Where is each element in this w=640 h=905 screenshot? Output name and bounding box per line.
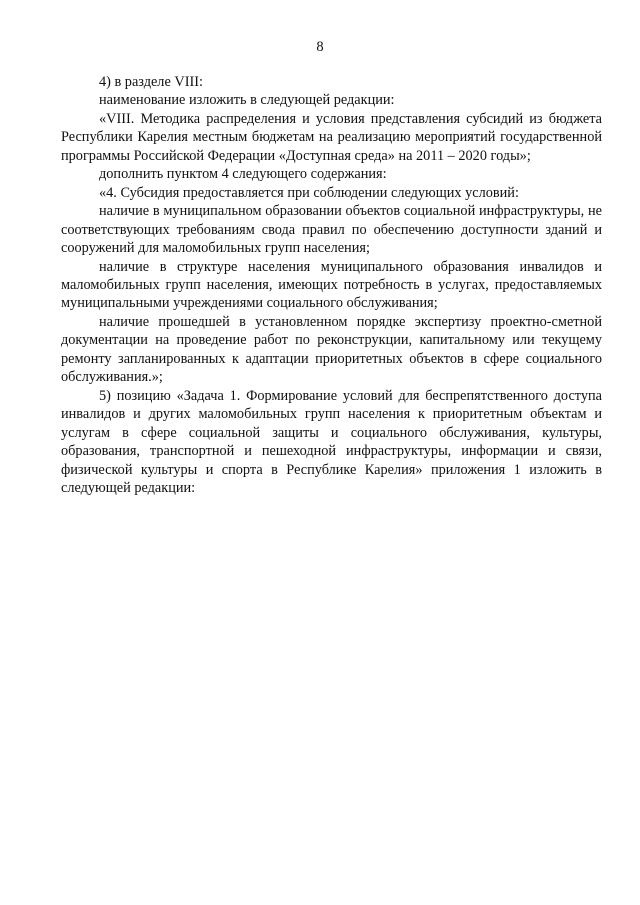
paragraph-condition-infrastructure: наличие в муниципальном образовании объектов социальной инфраструктуры, не соответствующих требованиям свода правил по обеспечению доступности зданий и сооружений для маломобильных групп населения; <box>61 203 602 257</box>
paragraph-condition-population: наличие в структуре населения муниципального образования инвалидов и маломобильных групп населения, имеющих потребность в услугах, предоставляемых муниципальными учреждениями социального обслуживания; <box>61 258 602 312</box>
paragraph-section-viii: 4) в разделе VIII: <box>99 74 203 90</box>
paragraph-title-instruction: наименование изложить в следующей редакции: <box>99 92 395 109</box>
paragraph-condition-documentation: наличие прошедшей в установленном порядке экспертизу проектно-сметной документации на проведение работ по реконструкции, капитальному или текущему ремонту запланированных к адаптации приоритетных объектов в сфере социального обслуживания.»; <box>61 313 602 386</box>
paragraph-clause-4: «4. Субсидия предоставляется при соблюдении следующих условий: <box>99 184 519 201</box>
paragraph-add-clause: дополнить пунктом 4 следующего содержания: <box>99 166 387 183</box>
paragraph-section-title: «VIII. Методика распределения и условия представления субсидий из бюджета Республики Карелия местным бюджетам на реализацию мероприятий государственной программы Российской Федерации «Доступная среда» на 2011 – 2020 годы»; <box>61 110 602 164</box>
paragraph-task-1: 5) позицию «Задача 1. Формирование условий для беспрепятственного доступа инвалидов и других маломобильных групп населения к приоритетным объектам и услугам в сфере социальной защиты и социального обслуживания, культуры, образования, транспортной и пешеходной инфраструктуры, информации и связи, физической культуры и спорта в Республике Карелия» приложения 1 изложить в следующей редакции: <box>61 387 602 496</box>
document-body <box>61 73 602 497</box>
page-number: 8 <box>316 39 324 55</box>
